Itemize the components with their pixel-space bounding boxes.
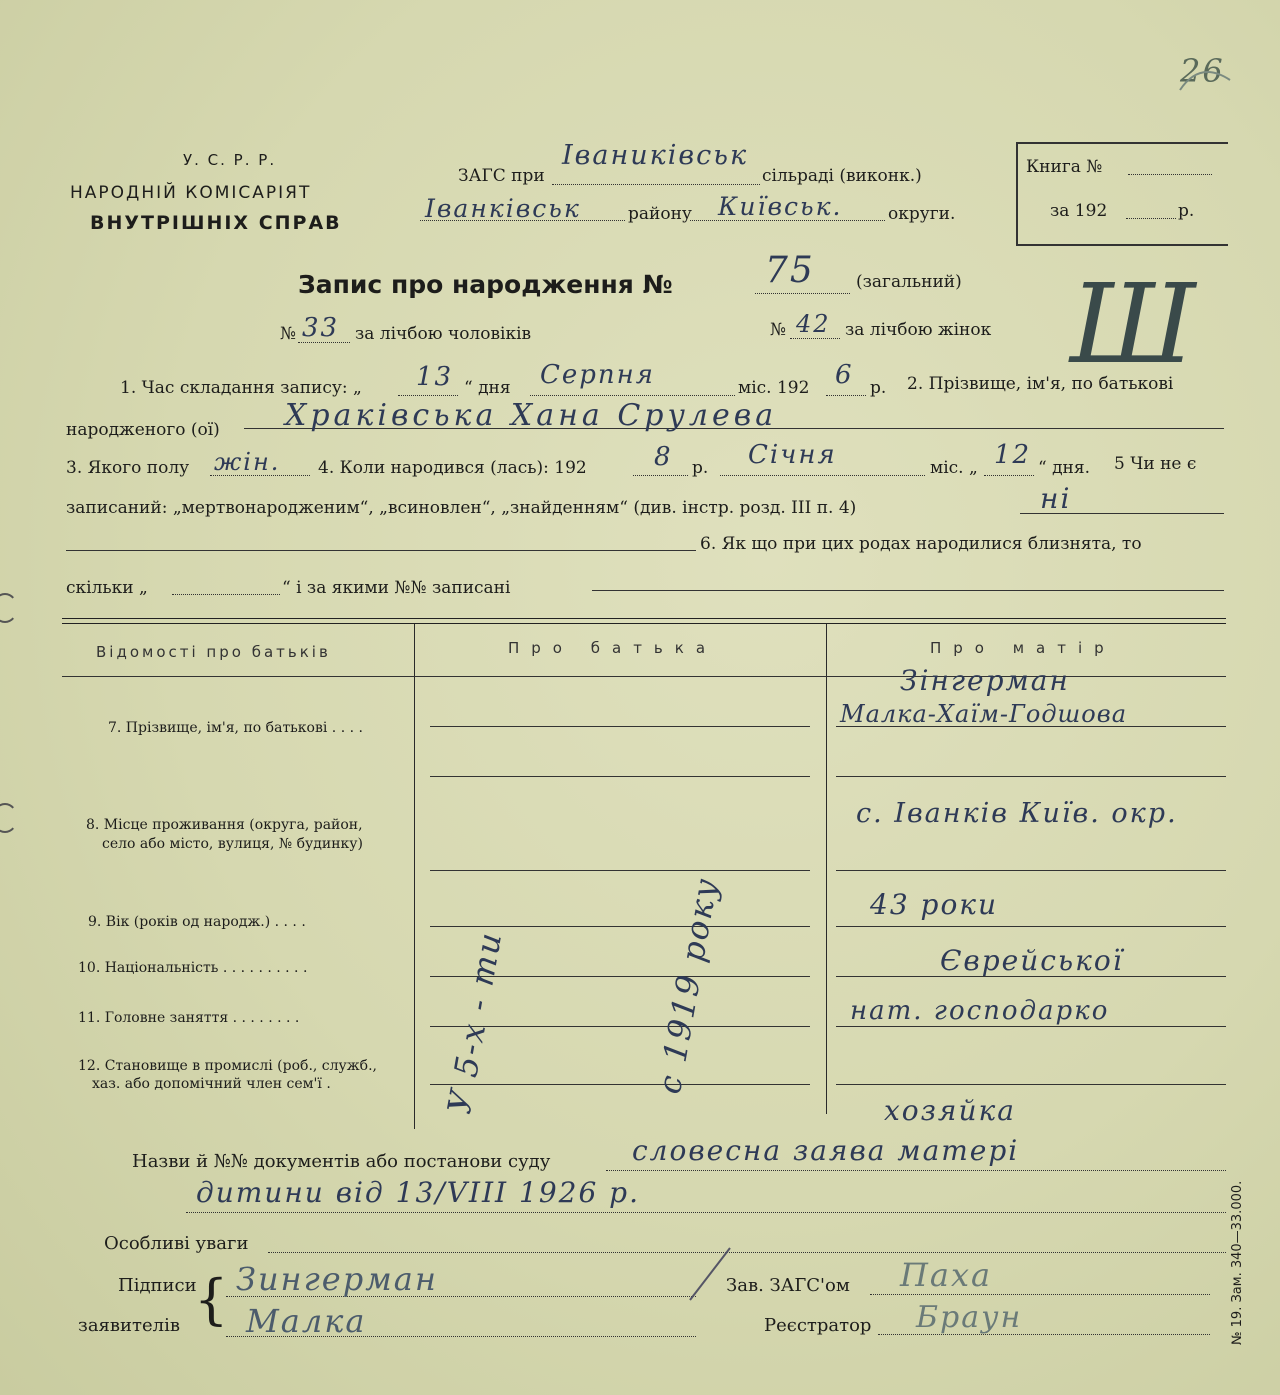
page-mark: 26 [1180,52,1225,90]
book-year-r: р. [1178,201,1195,221]
field4-mis: міс. „ [930,458,978,478]
field1-label: 1. Час складання запису: „ [120,378,362,398]
raion-handwritten: Іванківськ [425,194,581,223]
field4-r: р. [692,458,709,478]
row11-label: 11. Головне заняття . . . . . . . . [78,1010,300,1026]
col-header-info: Відомості про батьків [96,643,331,661]
general-label: (загальний) [856,272,962,292]
signatures-brace: { [194,1268,229,1331]
field1-mis: міс. 192 [738,378,810,398]
book-year: за 192 [1050,201,1108,221]
row12-label: 12. Становище в промислі (роб., служб., [78,1058,377,1074]
big-pencil-mark: Ш [1070,260,1196,388]
head-signature-handwritten: Паха [900,1256,993,1294]
zags-handwritten: Іваниківськ [562,140,749,171]
field1-dnia: “ дня [464,378,511,398]
field3-handwritten: жін. [214,448,281,476]
row8-label2: село або місто, вулиця, № будинку) [102,836,364,852]
book-label: Книга № [1026,157,1103,177]
field1-day-handwritten: 13 [416,362,454,392]
docs-handwritten-2: дитини від 13/VIII 1926 р. [196,1176,640,1209]
field2-label2: народженого (ої) [66,420,220,440]
docs-label: Назви й №№ документів або постанови суду [132,1151,551,1172]
row12-label2: хаз. або допомічний член сем'ї . [92,1076,331,1092]
men-prefix: № [280,324,297,344]
field4-day-handwritten: 12 [994,440,1032,470]
field4-label: 4. Коли народився (лась): 192 [318,458,587,478]
zags-prefix: ЗАГС при [458,166,545,186]
men-handwritten: 33 [302,313,340,343]
raion-label: району [628,204,692,224]
field1-year-handwritten: 6 [835,360,854,390]
record-number-handwritten: 75 [765,250,815,291]
commissariat-line1: НАРОДНІЙ КОМІСАРІЯТ [70,183,312,203]
row7-label: 7. Прізвище, ім'я, по батькові . . . . [108,720,363,736]
side-print-code: № 19. Зам. 340—33.000. [1230,1180,1245,1345]
col-header-father: Про батька [508,639,718,657]
mother-nationality-handwritten: Єврейської [940,944,1124,977]
row10-label: 10. Національність . . . . . . . . . . [78,960,308,976]
father-note-handwritten-2: с 1919 року [650,874,726,1097]
field4-year-handwritten: 8 [654,442,673,472]
mother-name-handwritten: Малка-Хаїм-Годшова [840,700,1128,728]
mother-age-handwritten: 43 роки [870,888,999,921]
field5-label: 5 Чи не є [1114,454,1197,474]
registrar-signature-handwritten: Браун [916,1300,1023,1335]
mother-residence-handwritten: с. Іванків Київ. окр. [856,798,1178,829]
row9-label: 9. Вік (років од народж.) . . . . [88,914,306,930]
record-title: Запис про народження № [298,270,673,299]
docs-handwritten-1: словесна заява матері [632,1134,1020,1167]
field5-answer-handwritten: ні [1040,482,1072,515]
silradi-label: сільраді (виконк.) [762,166,922,186]
field2-label: 2. Прізвище, ім'я, по батькові [907,374,1174,394]
signatures-label-1: Підписи [118,1275,197,1296]
mother-surname-handwritten: Зінгерман [900,664,1070,697]
field6-label2b: “ і за якими №№ записані [282,578,511,598]
field6-label: 6. Як що при цих родах народилися близнята, то [700,534,1142,554]
head-label: Зав. ЗАГС'ом [726,1275,850,1296]
field4-month-handwritten: Січня [748,440,837,470]
mother-status-handwritten: хозяйка [884,1094,1016,1127]
signatures-label-2: заявителів [78,1315,180,1336]
father-note-handwritten-1: У 5-х - ти [440,928,510,1117]
signature-handwritten-1: Зингерман [236,1260,438,1298]
women-label: за лічбою жінок [845,320,992,340]
field1-r: р. [870,378,887,398]
notes-label: Особливі уваги [104,1233,249,1254]
field4-dnia: “ дня. [1038,458,1091,478]
okruha-handwritten: Київськ. [718,192,843,221]
registrar-label: Реєстратор [764,1315,872,1336]
republic-label: У. С. Р. Р. [183,151,277,169]
field5-label2: записаний: „мертвонародженим“, „всиновлен“, „знайденням“ (див. інстр. розд. III п. 4) [66,498,857,518]
men-label: за лічбою чоловіків [355,324,532,344]
commissariat-line2: ВНУТРІШНІХ СПРАВ [90,212,342,234]
field2-name-handwritten: Храківська Хана Срулева [285,398,778,433]
field1-month-handwritten: Серпня [540,360,656,390]
field6-label2a: скільки „ [66,578,148,598]
women-prefix: № [770,320,787,340]
okruha-label: округи. [888,204,956,224]
col-header-mother: Про матір [930,639,1116,657]
field3-label: 3. Якого полу [66,458,190,478]
women-handwritten: 42 [796,310,831,338]
mother-occupation-handwritten: нат. господарко [850,996,1110,1026]
row8-label: 8. Місце проживання (округа, район, [86,817,363,833]
signature-handwritten-2: Малка [246,1302,367,1340]
